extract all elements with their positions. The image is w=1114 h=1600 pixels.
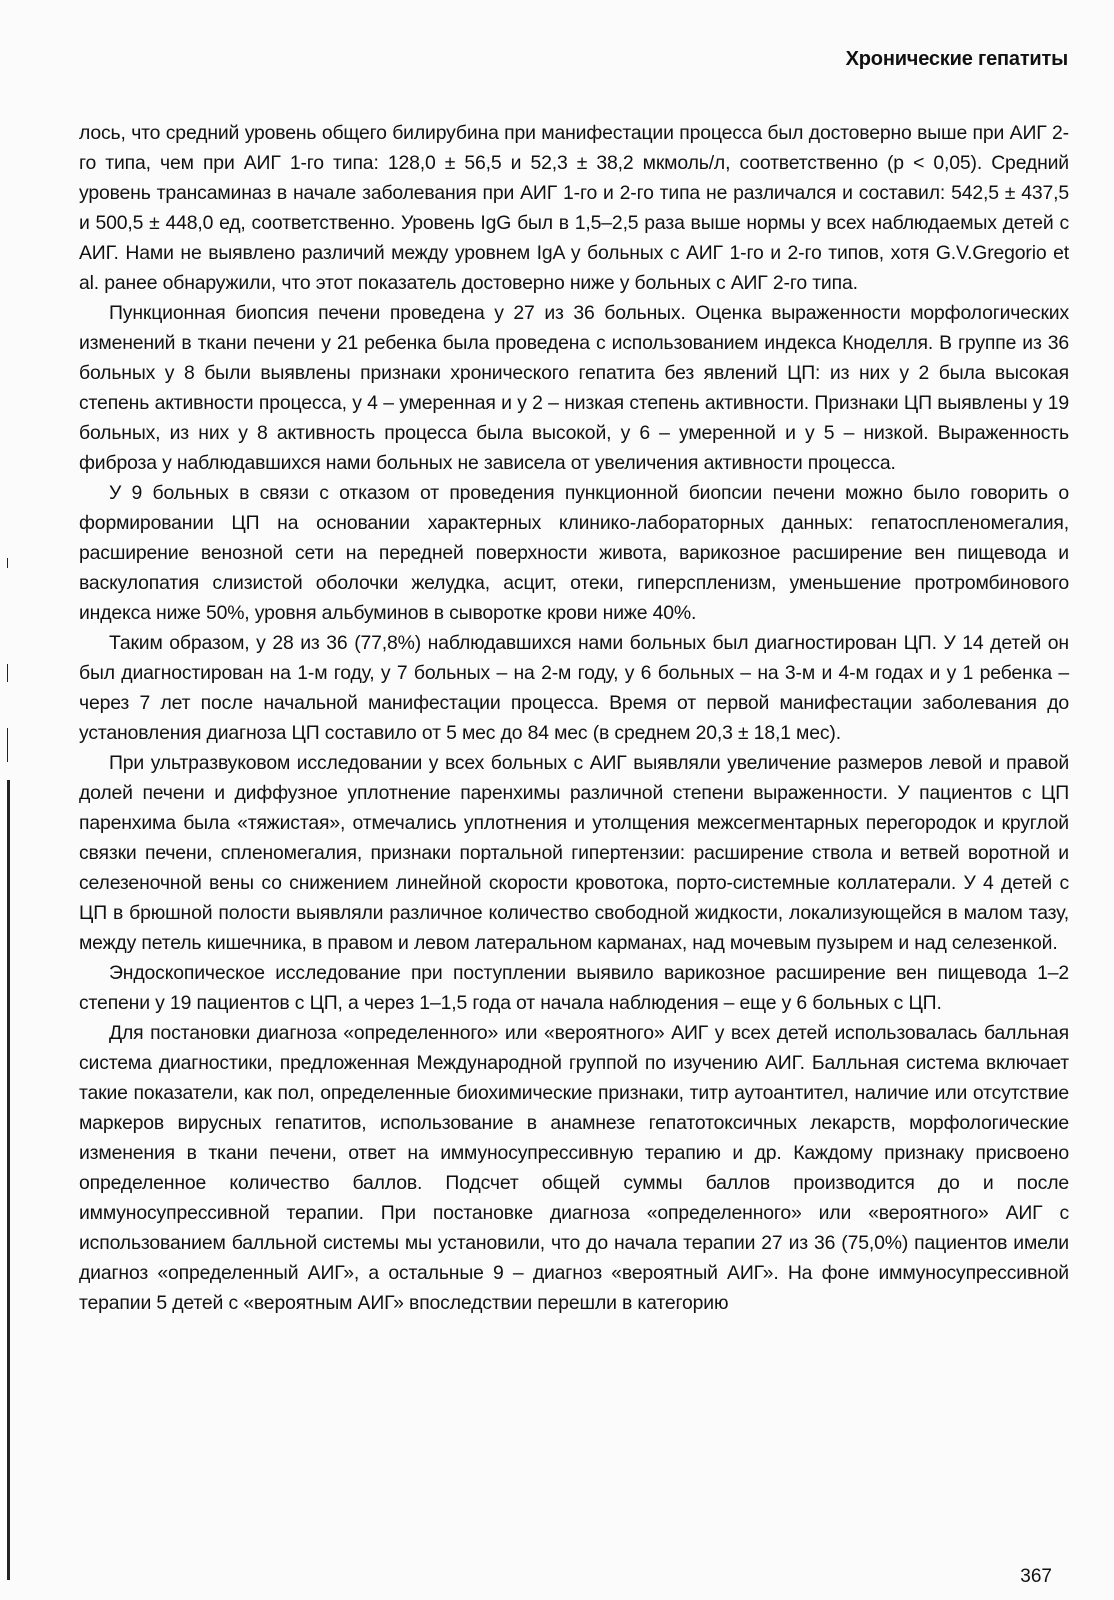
scan-edge-shadow <box>7 780 10 1580</box>
paragraph-ultrasound: При ультразвуковом исследовании у всех больных с АИГ выявляли увеличение размеров левой и правой долей печени и диффузное уплотнение паренхимы различной степени выраженности. У пациентов с ЦП паренхима была «тяжистая», отмечались уплотнения и утолщения межсегментарных перегородок и круглой связки печени, спленомегалия, признаки портальной гипертензии: расширение ствола и ветвей воротной и селезеночной вены со снижением линейной скорости кровотока, порто-системные коллатерали. У 4 детей с ЦП в брюшной полости выявляли различное количество свободной жидкости, локализующейся в малом тазу, между петель кишечника, в правом и левом латеральном карманах, над мочевым пузырем и над селезенкой. <box>79 752 1069 954</box>
page-number: 367 <box>1020 1566 1052 1587</box>
scan-edge-mark <box>7 558 8 568</box>
paragraph-cirrhosis-summary: Таким образом, у 28 из 36 (77,8%) наблюдавшихся нами больных был диагностирован ЦП. У 14 детей он был диагностирован на 1-м году, у 7 больных – на 2-м году, у 6 больных – на 3-м и 4-м годах и у 1 ребенка – через 7 лет после начальной манифестации процесса. Время от первой манифестации заболевания до установления диагноза ЦП составило от 5 мес до 84 мес (в среднем 20,3 ± 18,1 мес). <box>79 632 1069 744</box>
paragraph-continuation: лось, что средний уровень общего билирубина при манифестации процесса был достоверно выше при АИГ 2-го типа, чем при АИГ 1-го типа: 128,0 ± 56,5 и 52,3 ± 38,2 мкмоль/л, соответственно (p < 0,05). Средний уровень трансаминаз в начале заболевания при АИГ 1-го и 2-го типа не различался и составил: 542,5 ± 437,5 и 500,5 ± 448,0 ед, соответственно. Уровень IgG был в 1,5–2,5 раза выше нормы у всех наблюдаемых детей с АИГ. Нами не выявлено различий между уровнем IgA у больных с АИГ 1-го и 2-го типов, хотя G.V.Gregorio et al. ранее обнаружили, что этот показатель достоверно ниже у больных с АИГ 2-го типа. <box>79 122 1069 294</box>
body-text <box>79 118 1069 1318</box>
paragraph-endoscopy: Эндоскопическое исследование при поступлении выявило варикозное расширение вен пищевода 1–2 степени у 19 пациентов с ЦП, а через 1–1,5 года от начала наблюдения – еще у 6 больных с ЦП. <box>79 962 1069 1014</box>
scan-edge-mark <box>7 664 8 682</box>
paragraph-biopsy: Пункционная биопсия печени проведена у 27 из 36 больных. Оценка выраженности морфологических изменений в ткани печени у 21 ребенка была проведена с использованием индекса Кноделля. В группе из 36 больных у 8 были выявлены признаки хронического гепатита без явлений ЦП: из них у 2 была высокая степень активности процесса, у 4 – умеренная и у 2 – низкая степень активности. Признаки ЦП выявлены у 19 больных, из них у 8 активность процесса была высокой, у 6 – умеренной и у 5 – низкой. Выраженность фиброза у наблюдавшихся нами больных не зависела от увеличения активности процесса. <box>79 302 1069 474</box>
scan-edge-mark <box>7 728 8 762</box>
paragraph-scoring-system: Для постановки диагноза «определенного» или «вероятного» АИГ у всех детей использовалась балльная система диагностики, предложенная Международной группой по изучению АИГ. Балльная система включает такие показатели, как пол, определенные биохимические признаки, титр аутоантител, наличие или отсутствие маркеров вирусных гепатитов, использование в анамнезе гепатотоксичных лекарств, морфологические изменения в ткани печени, ответ на иммуносупрессивную терапию и др. Каждому признаку присвоено определенное количество баллов. Подсчет общей суммы баллов производится до и после иммуносупрессивной терапии. При постановке диагноза «определенного» или «вероятного» АИГ с использованием балльной системы мы установили, что до начала терапии 27 из 36 (75,0%) пациентов имели диагноз «определенный АИГ», а остальные 9 – диагноз «вероятный АИГ». На фоне иммуносупрессивной терапии 5 детей с «вероятным АИГ» впоследствии перешли в категорию <box>79 1022 1069 1314</box>
running-title: Хронические гепатиты <box>845 48 1068 70</box>
paragraph-cirrhosis-signs: У 9 больных в связи с отказом от проведения пункционной биопсии печени можно было говорить о формировании ЦП на основании характерных клинико-лабораторных данных: гепатоспленомегалия, расширение венозной сети на передней поверхности живота, варикозное расширение вен пищевода и васкулопатия слизистой оболочки желудка, асцит, отеки, гиперспленизм, уменьшение протромбинового индекса ниже 50%, уровня альбуминов в сыворотке крови ниже 40%. <box>79 482 1069 624</box>
